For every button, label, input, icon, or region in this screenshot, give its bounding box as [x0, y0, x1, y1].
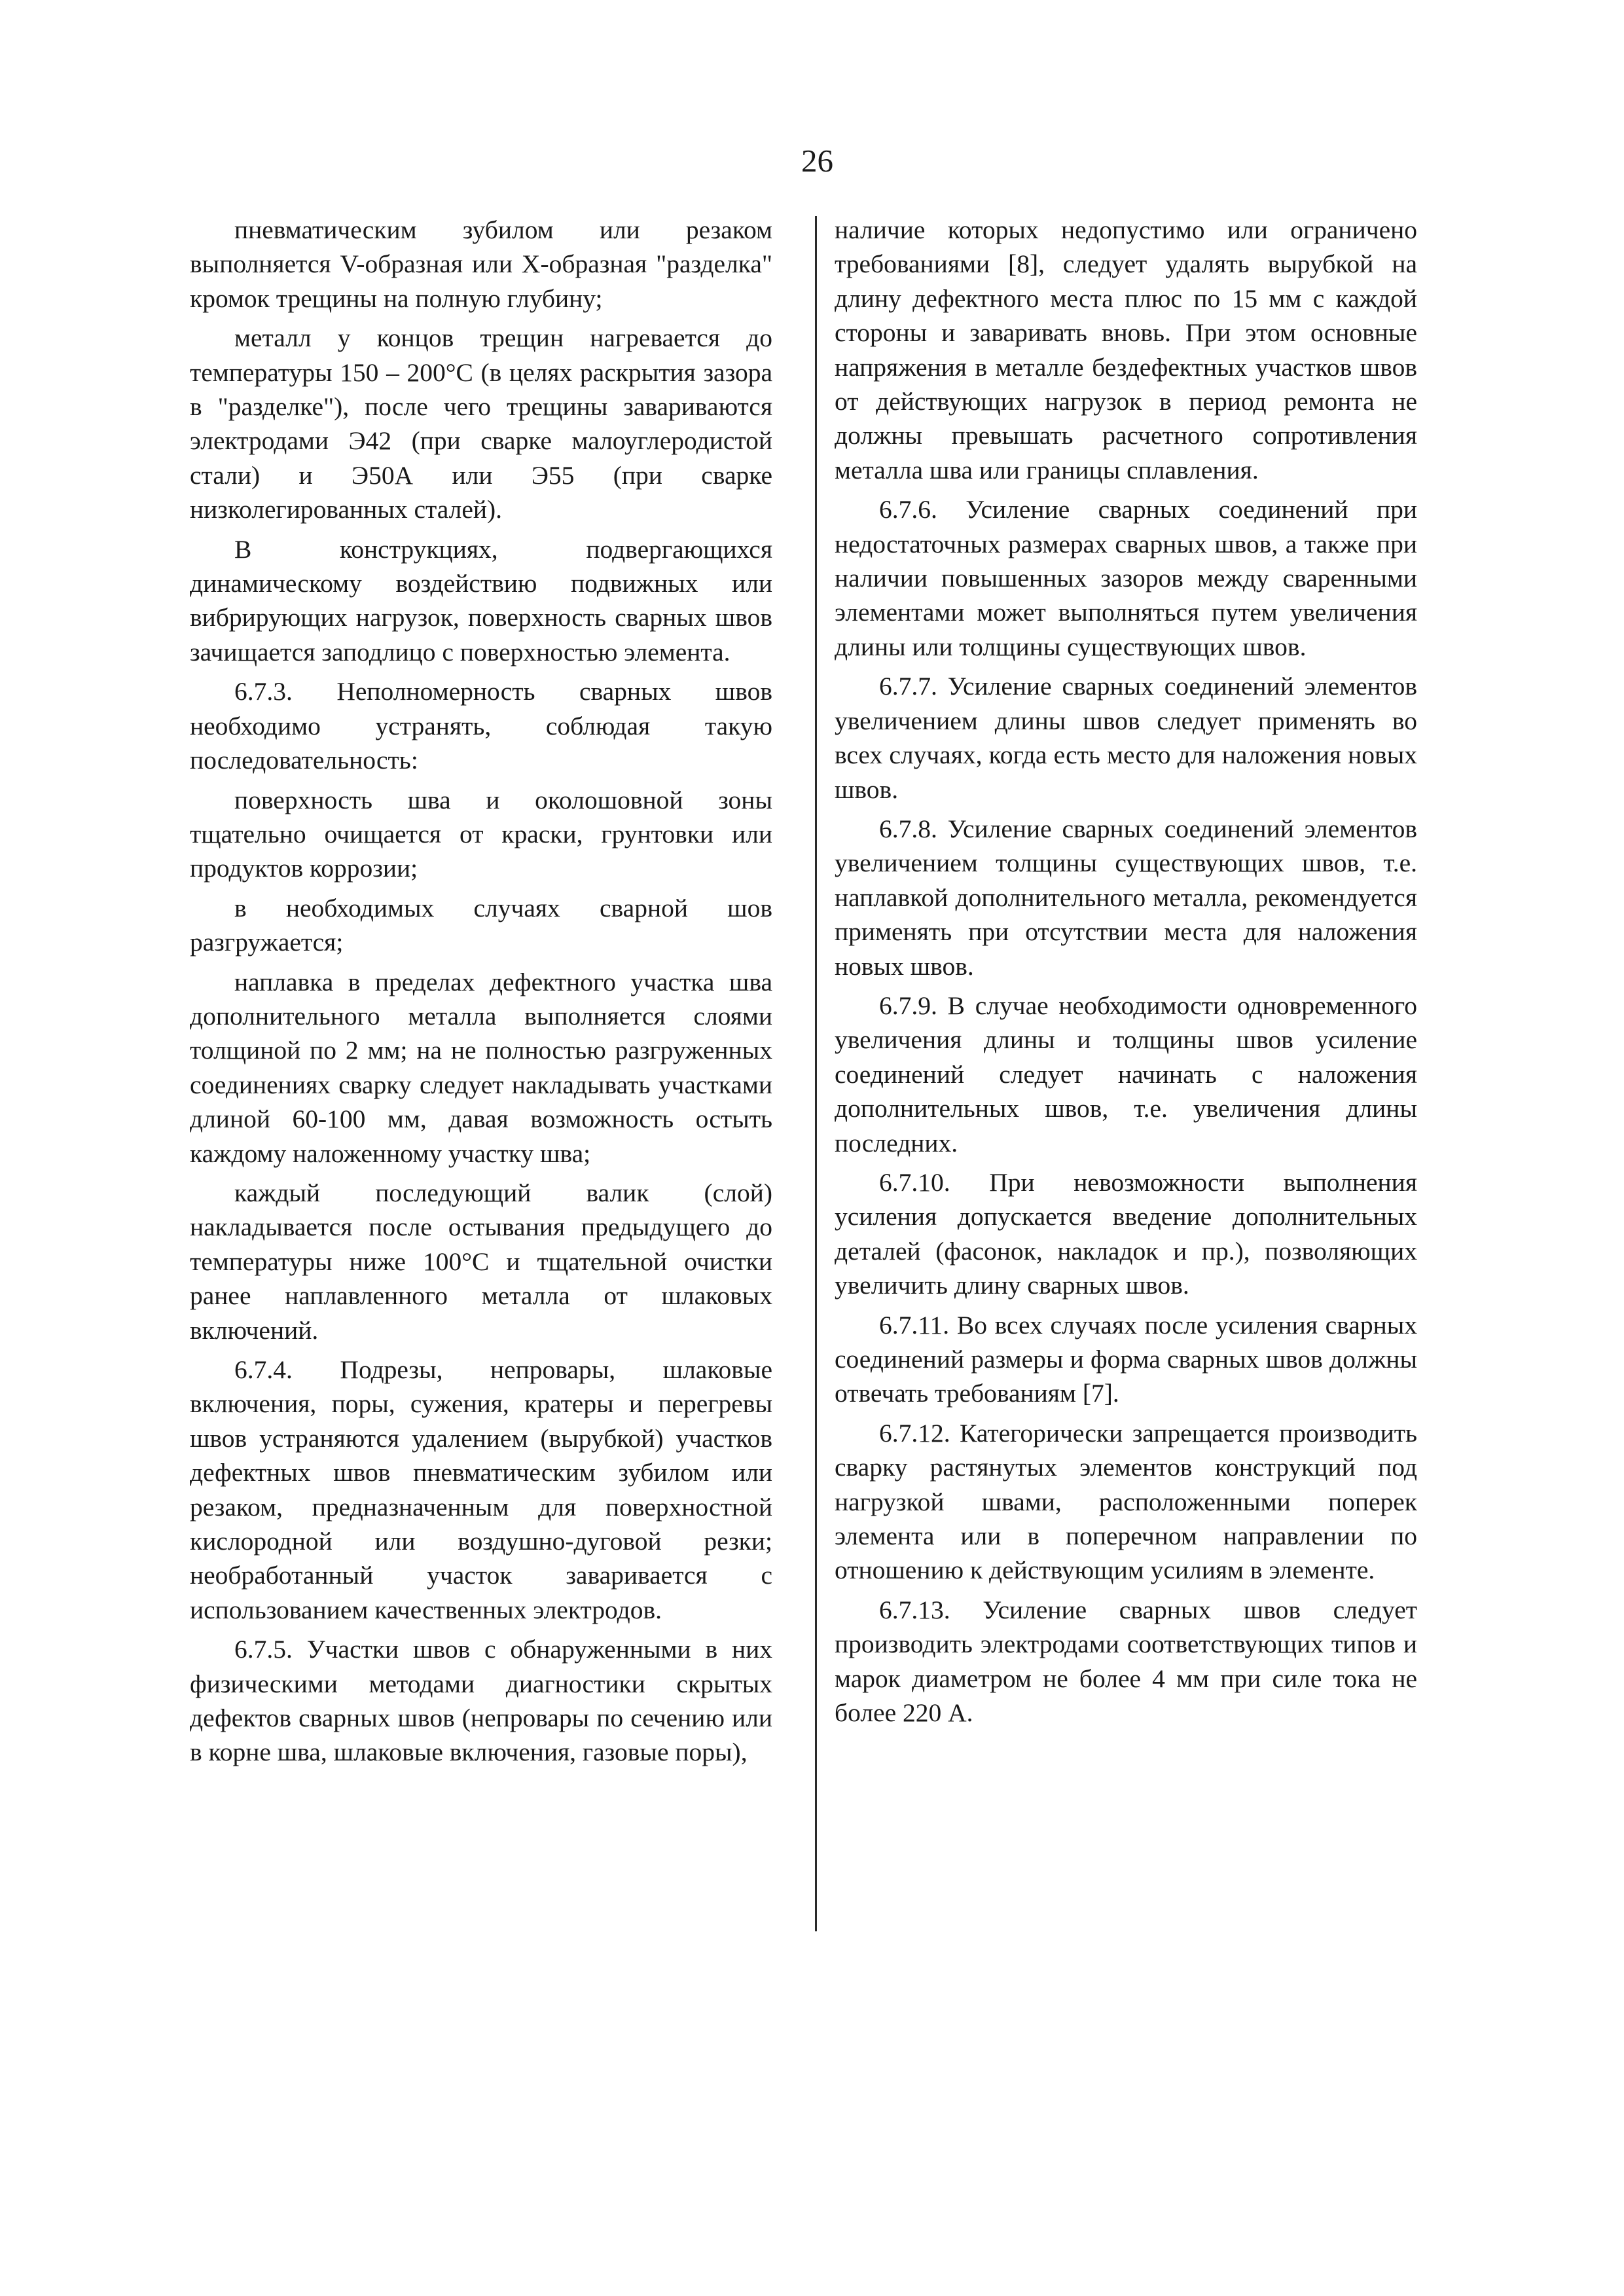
- paragraph: поверхность шва и околошовной зоны тщательно очищается от краски, грунтовки или продуктов коррозии;: [190, 785, 772, 883]
- paragraph: металл у концов трещин нагревается до температуры 150 – 200°С (в целях раскрытия зазора в "разделке"), после чего трещины завариваются электродами Э42 (при сварке малоуглеродистой стали) и Э50А или Э55 (при сварке низколегированных сталей).: [190, 323, 772, 524]
- paragraph: 6.7.9. В случае необходимости одновременного увеличения длины и толщины швов усиление соединений следует начинать с наложения дополнительных швов, т.е. увеличения длины последних.: [835, 991, 1417, 1157]
- left-column: [190, 213, 772, 1775]
- paragraph: 6.7.6. Усиление сварных соединений при недостаточных размерах сварных швов, а также при наличии повышенных зазоров между сваренными элементами может выполняться путем увеличения длины или толщины существующих швов.: [835, 495, 1417, 661]
- column-divider: [815, 216, 817, 1931]
- paragraph: каждый последующий валик (слой) накладывается после остывания предыдущего до температуры ниже 100°С и тщательной очистки ранее наплавленного металла от шлаковых включений.: [190, 1178, 772, 1345]
- paragraph: 6.7.7. Усиление сварных соединений элементов увеличением длины швов следует применять во всех случаях, когда есть место для наложения новых швов.: [835, 672, 1417, 804]
- paragraph: наличие которых недопустимо или ограничено требованиями [8], следует удалять вырубкой на длину дефектного места плюс по 15 мм с каждой стороны и заваривать вновь. При этом основные напряжения в металле бездефектных участков швов от действующих нагрузок в период ремонта не должны превышать расчетного сопротивления металла шва или границы сплавления.: [835, 215, 1417, 484]
- page-number: 26: [801, 143, 833, 179]
- paragraph: в необходимых случаях сварной шов разгружается;: [190, 893, 772, 957]
- paragraph: В конструкциях, подвергающихся динамическому воздействию подвижных или вибрирующих нагрузок, поверхность сварных швов зачищается заподлицо с поверхностью элемента.: [190, 534, 772, 666]
- paragraph: 6.7.3. Неполномерность сварных швов необходимо устранять, соблюдая такую последовательность:: [190, 677, 772, 775]
- paragraph: наплавка в пределах дефектного участка шва дополнительного металла выполняется слоями толщиной по 2 мм; на не полностью разгруженных соединениях сварку следует накладывать участками длиной 60-100 мм, давая возможность остыть каждому наложенному участку шва;: [190, 967, 772, 1168]
- paragraph: 6.7.4. Подрезы, непровары, шлаковые включения, поры, сужения, кратеры и перегревы швов устраняются удалением (вырубкой) участков дефектных швов пневматическим зубилом или резаком, предназначенным для поверхностной кислородной или воздушно-дуговой резки; необработанный участок заваривается с использованием качественных электродов.: [190, 1355, 772, 1624]
- paragraph: 6.7.10. При невозможности выполнения усиления допускается введение дополнительных деталей (фасонок, накладок и пр.), позволяющих увеличить длину сварных швов.: [835, 1167, 1417, 1300]
- paragraph: 6.7.11. Во всех случаях после усиления сварных соединений размеры и форма сварных швов должны отвечать требованиям [7].: [835, 1310, 1417, 1408]
- right-column: [835, 213, 1417, 1735]
- paragraph: 6.7.5. Участки швов с обнаруженными в них физическими методами диагностики скрытых дефектов сварных швов (непровары по сечению или в корне шва, шлаковые включения, газовые поры),: [190, 1635, 772, 1767]
- paragraph: 6.7.13. Усиление сварных швов следует производить электродами соответствующих типов и марок диаметром не более 4 мм при силе тока не более 220 А.: [835, 1595, 1417, 1728]
- paragraph: 6.7.12. Категорически запрещается производить сварку растянутых элементов конструкций под нагрузкой швами, расположенными поперек элемента или в поперечном направлении по отношению к действующим усилиям в элементе.: [835, 1418, 1417, 1585]
- paragraph: пневматическим зубилом или резаком выполняется V-образная или Х-образная "разделка" кромок трещины на полную глубину;: [190, 215, 772, 313]
- paragraph: 6.7.8. Усиление сварных соединений элементов увеличением толщины существующих швов, т.е. наплавкой дополнительного металла, рекомендуется применять при отсутствии места для наложения новых швов.: [835, 814, 1417, 981]
